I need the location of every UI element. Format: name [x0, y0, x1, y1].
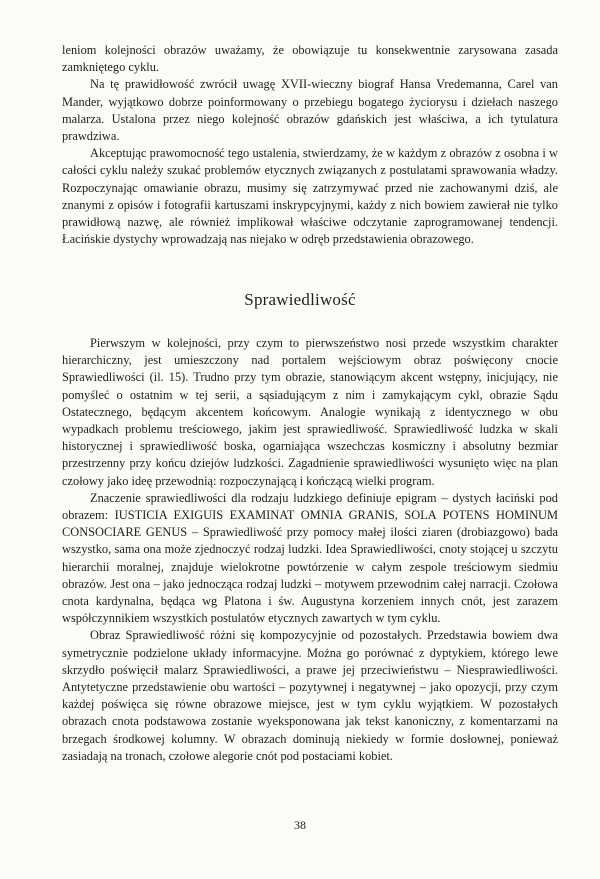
text-block-main	[62, 335, 558, 765]
paragraph: leniom kolejności obrazów uważamy, że obowiązuje tu konsekwentnie zarysowana zasada zamkniętego cyklu.	[62, 43, 558, 75]
text-block-top	[62, 42, 558, 248]
paragraph: Pierwszym w kolejności, przy czym to pierwszeństwo nosi przede wszystkim charakter hierarchiczny, jest umieszczony nad portalem wejściowym obraz poświęcony cnocie Sprawiedliwości (il. 15). Trudno przy tym obrazie, stanowiącym akcent wstępny, inicjujący, nie pomyśleć o ostatnim w tej serii, a sąsiadującym z nim i zamykającym cykl, obrazie Sądu Ostatecznego, będącym akcentem końcowym. Analogie wynikają z identycznego w obu wypadkach problemu treściowego, jakim jest sprawiedliwość. Sprawiedliwość ludzka w skali historycznej i sprawiedliwość boska, ogarniająca wszechczas kosmiczny i absolutny bezmiar przestrzenny przy końcu dziejów ludzkości. Zagadnienie sprawiedliwości wysunięto więc na plan czołowy jako ideę przewodnią: rozpoczynającą i kończącą wielki program.	[62, 336, 558, 488]
paragraph: Znaczenie sprawiedliwości dla rodzaju ludzkiego definiuje epigram – dystych łaciński pod obrazem: IUSTICIA EXIGUIS EXAMINAT OMNIA GRANIS, SOLA POTENS HOMINUM CONSOCIARE GENUS – Sprawiedliwość przy pomocy małej ilości ziaren (drobiazgowo) bada wszystko, sama ona może zjednoczyć rodzaj ludzki. Idea Sprawiedliwości, cnoty stojącej u szczytu hierarchii moralnej, znajduje wielokrotne powtórzenie w całym zespole treściowym siedmiu obrazów. Jest ona – jako jednocząca rodzaj ludzki – motywem przewodnim całej narracji. Czołowa cnota kardynalna, będąca wg Platona i św. Augustyna korzeniem innych cnót, jest zarazem współczynnikiem wszystkich postulatów etycznych zawartych w tym cyklu.	[62, 490, 558, 626]
paragraph: Na tę prawidłowość zwrócił uwagę XVII-wieczny biograf Hansa Vredemanna, Carel van Mander, wyjątkowo dobrze poinformowany o przebiegu bogatego życiorysu i dziełach naszego malarza. Ustalona przez niego kolejność obrazów gdańskich jest właściwa, a ich tytulatura prawdziwa.	[62, 77, 558, 144]
paragraph: Akceptując prawomocność tego ustalenia, stwierdzamy, że w każdym z obrazów z osobna i w całości cyklu należy szukać problemów etycznych związanych z postulatami sprawowania władzy. Rozpoczynając omawianie obrazu, musimy się zatrzymywać przed nie zachowanymi dziś, ale znanymi z opisów i fotografii kartuszami inskrypcyjnymi, każdy z nich bowiem zawierał nie tylko prawidłową nazwę, ale również implikował właściwe odczytanie zaprogramowanej tendencji. Łacińskie dystychy wprowadzają nas niejako w odręb przedstawienia obrazowego.	[62, 146, 558, 247]
page-number: 38	[294, 818, 306, 832]
section-heading: Sprawiedliwość	[244, 290, 356, 309]
paragraph: Obraz Sprawiedliwość różni się kompozycyjnie od pozostałych. Przedstawia bowiem dwa symetrycznie podzielone układy informacyjne. Można go porównać z dyptykiem, którego lewe skrzydło poświęcił malarz Sprawiedliwości, a prawe jej przeciwieństwu – Niesprawiedliwości. Antytetyczne przedstawienie obu wartości – pozytywnej i negatywnej – jako opozycji, przy czym każdej poświęca się równe obrazowe miejsce, jest w tym cyklu wyjątkiem. W pozostałych obrazach cnota podstawowa zostanie wyeksponowana jak tekst kanoniczny, z komentarzami na brzegach środkowej kolumny. W obrazach dominują niekiedy w formie dosłownej, ponieważ zasiadają na tronach, czołowe alegorie cnót pod postaciami kobiet.	[62, 628, 558, 763]
